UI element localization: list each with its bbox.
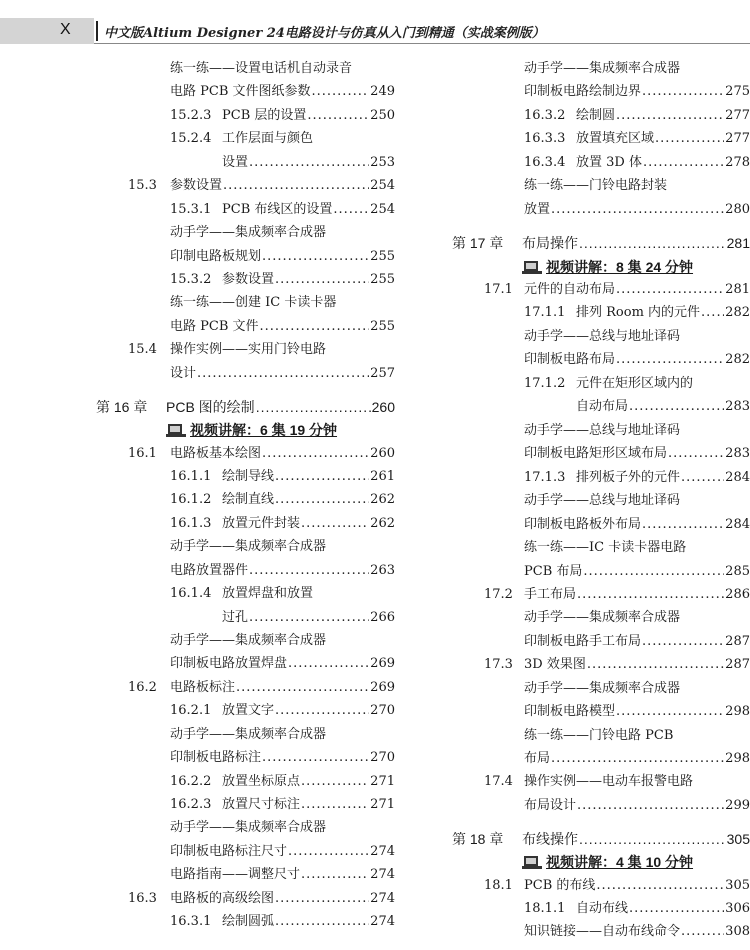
- toc-entry-title: 布局设计: [524, 798, 577, 813]
- section-number: 15.3.1: [170, 202, 212, 217]
- toc-entry: [0, 467, 750, 489]
- toc-link[interactable]: [524, 349, 750, 371]
- toc-link[interactable]: [522, 828, 750, 850]
- toc-entry-title: 印制板电路模型: [524, 704, 616, 719]
- toc-page-number: 254: [370, 178, 395, 193]
- toc-page-number: 254: [370, 202, 395, 217]
- toc-page-number: 287: [725, 657, 750, 672]
- toc-entry: [0, 725, 750, 747]
- toc-entry-title: 放置填充区域: [576, 131, 655, 146]
- video-lecture-text: 视频讲解：4 集 10 分钟: [546, 854, 694, 870]
- toc-entry: [0, 349, 750, 371]
- toc-entry-title: 动手学——集成频率合成器: [524, 610, 681, 625]
- toc-page-number: 284: [725, 470, 750, 485]
- section-number: 15.2.3: [170, 108, 212, 123]
- toc-page-number: 263: [370, 563, 395, 578]
- toc-entry-title: 动手学——总线与地址译码: [524, 329, 681, 344]
- chapter-number: 第 16 章: [96, 399, 148, 415]
- toc-entry: [0, 607, 750, 629]
- section-number: 16.1.4: [170, 586, 212, 601]
- toc-page-number: 298: [725, 751, 750, 766]
- toc-entry: [0, 631, 750, 653]
- toc-entry: [0, 105, 750, 127]
- toc-entry-title: 电路板的高级绘图: [170, 891, 275, 906]
- toc-entry-title: 印制板电路标注尺寸: [170, 844, 288, 859]
- toc-entry-title: 电路指南——调整尺寸: [170, 867, 301, 882]
- section-number: 18.1.1: [524, 901, 566, 916]
- section-number: 16.2.2: [170, 774, 212, 789]
- toc-entry-title: 印制板电路绘制边界: [524, 84, 642, 99]
- dot-leader: [596, 875, 724, 897]
- toc-entry-title: 参数设置: [222, 272, 275, 287]
- toc-page-number: 306: [725, 901, 750, 916]
- toc-entry-title: 布局操作: [522, 235, 578, 251]
- toc-page-number: 281: [725, 282, 750, 297]
- chapter-number: 第 17 章: [452, 235, 504, 251]
- toc-entry-title: PCB 的布线: [524, 878, 596, 893]
- toc-entry: [0, 795, 750, 817]
- section-number: 16.1.2: [170, 492, 212, 507]
- video-icon-base: [522, 271, 542, 274]
- toc-page-number: 280: [725, 202, 750, 217]
- video-icon-screen: [524, 261, 538, 271]
- section-number: 17.2: [484, 587, 513, 602]
- toc-link[interactable]: [576, 105, 750, 127]
- toc-entry-title: 布局: [524, 751, 551, 766]
- toc-page-number: 274: [370, 914, 395, 929]
- toc-entry-title: 动手学——集成频率合成器: [170, 727, 327, 742]
- dot-leader: [681, 921, 724, 943]
- toc-link[interactable]: [524, 58, 680, 80]
- toc-entry-title: 绘制圆: [576, 108, 616, 123]
- dot-leader: [642, 514, 724, 536]
- toc-page-number: 308: [725, 924, 750, 939]
- section-number: 17.1: [484, 282, 513, 297]
- toc-page-number: 250: [370, 108, 395, 123]
- toc-entry: [0, 302, 750, 324]
- toc-entry-title: 印制板电路板外布局: [524, 517, 642, 532]
- dot-leader: [681, 467, 724, 489]
- toc-entry: [0, 748, 750, 770]
- toc-link[interactable]: [524, 875, 750, 897]
- video-icon-screen: [524, 856, 538, 866]
- dot-leader: [551, 199, 724, 221]
- toc-link[interactable]: [522, 232, 750, 254]
- toc-entry-title: 电路 PCB 文件图纸参数: [170, 84, 311, 99]
- toc-link[interactable]: [524, 279, 750, 301]
- toc-page-number: 274: [370, 844, 395, 859]
- toc-page-number: 269: [370, 680, 395, 695]
- dot-leader: [583, 561, 724, 583]
- dot-leader: [655, 128, 724, 150]
- toc-entry-title: 绘制直线: [222, 492, 275, 507]
- toc-entry-title: 动手学——集成频率合成器: [170, 633, 327, 648]
- toc-entry-title: 布线操作: [522, 831, 578, 847]
- dot-leader: [579, 828, 726, 850]
- section-number: 18.1: [484, 878, 513, 893]
- section-number: 16.3.4: [524, 155, 566, 170]
- toc-page-number: 281: [726, 235, 750, 251]
- toc-page-number: 299: [725, 798, 750, 813]
- toc-entry-title: PCB 布线区的设置: [222, 202, 333, 217]
- toc-entry: [0, 373, 750, 395]
- section-number: 17.1.1: [524, 305, 566, 320]
- toc-entry-title: 印制板电路手工布局: [524, 634, 642, 649]
- toc-entry-title: 元件在矩形区域内的: [576, 376, 694, 391]
- toc-link[interactable]: [524, 631, 750, 653]
- section-number: 15.4: [128, 342, 157, 357]
- toc-link[interactable]: [524, 561, 750, 583]
- toc-entry-title: 3D 效果图: [524, 657, 586, 672]
- toc-entry-title: 练一练——创建 IC 卡读卡器: [170, 295, 337, 310]
- toc-entry-title: 印制板电路标注: [170, 750, 262, 765]
- toc-entry: [0, 420, 750, 442]
- toc-entry-title: 放置 3D 体: [576, 155, 642, 170]
- dot-leader: [616, 279, 724, 301]
- section-number: 16.2.3: [170, 797, 212, 812]
- toc-page-number: 278: [725, 155, 750, 170]
- toc-entry-title: 印制板电路放置焊盘: [170, 656, 288, 671]
- toc-entry: [0, 678, 750, 700]
- toc-link[interactable]: [524, 678, 680, 700]
- toc-entry-title: 排列 Room 内的元件: [576, 305, 701, 320]
- toc-entry-title: 练一练——IC 卡读卡器电路: [524, 540, 687, 555]
- toc-entry: [0, 396, 750, 418]
- toc-entry: [0, 514, 750, 536]
- dot-leader: [629, 396, 724, 418]
- toc-page-number: 271: [370, 797, 395, 812]
- toc-page-number: 286: [725, 587, 750, 602]
- toc-entry-title: 设置: [222, 155, 249, 170]
- page-header: [0, 18, 750, 44]
- toc-entry-title: PCB 层的设置: [222, 108, 307, 123]
- toc-entry-title: 设计: [170, 366, 197, 381]
- toc-page-number: 274: [370, 867, 395, 882]
- toc-link[interactable]: [576, 373, 693, 395]
- toc-link[interactable]: [524, 921, 750, 943]
- toc-page-number: 298: [725, 704, 750, 719]
- dot-leader: [616, 349, 724, 371]
- section-number: 15.3.2: [170, 272, 212, 287]
- toc-entry-title: 动手学——集成频率合成器: [170, 539, 327, 554]
- toc-link[interactable]: [576, 898, 750, 920]
- video-icon-base: [522, 866, 542, 869]
- toc-chapter-row: [0, 232, 750, 254]
- toc-entry: [0, 771, 750, 793]
- toc-link[interactable]: [524, 490, 680, 512]
- toc-link[interactable]: [524, 326, 680, 348]
- toc-link[interactable]: [524, 748, 750, 770]
- dot-leader: [668, 443, 724, 465]
- toc-page-number: 275: [725, 84, 750, 99]
- dot-leader: [629, 898, 724, 920]
- toc-entry-title: 操作实例——电动车报警电路: [524, 774, 694, 789]
- toc-entry: [0, 490, 750, 512]
- section-number: 15.3: [128, 178, 157, 193]
- toc-entry-title: 电路放置器件: [170, 563, 249, 578]
- toc-entry-title: 参数设置: [170, 178, 223, 193]
- toc-entry-title: 印制板电路矩形区域布局: [524, 446, 668, 461]
- toc-link[interactable]: [524, 514, 750, 536]
- toc-entry-title: 放置元件封装: [222, 516, 301, 531]
- section-number: 17.1.2: [524, 376, 566, 391]
- toc-entry-title: 绘制圆弧: [222, 914, 275, 929]
- section-number: 16.1.3: [170, 516, 212, 531]
- dot-leader: [579, 232, 726, 254]
- toc-entry-title: 工作层面与颜色: [222, 131, 314, 146]
- section-number: 16.2.1: [170, 703, 212, 718]
- toc-page-number: 277: [725, 108, 750, 123]
- toc-entry: [0, 701, 750, 723]
- toc-page-number: 255: [370, 272, 395, 287]
- toc-chapter-row: [0, 828, 750, 850]
- toc-entry-title: 放置文字: [222, 703, 275, 718]
- toc-link[interactable]: [524, 175, 667, 197]
- dot-leader: [642, 81, 724, 103]
- toc-page-number: 253: [370, 155, 395, 170]
- toc-page-number: 285: [725, 564, 750, 579]
- section-number: 15.2.4: [170, 131, 212, 146]
- toc-entry: [0, 921, 750, 943]
- toc-page-number: 283: [725, 399, 750, 414]
- toc-entry-title: 手工布局: [524, 587, 577, 602]
- section-number: 16.3.2: [524, 108, 566, 123]
- toc-page-number: 260: [371, 399, 395, 415]
- toc-link[interactable]: [576, 396, 750, 418]
- toc-entry-title: 练一练——设置电话机自动录音: [170, 61, 353, 76]
- toc-page-number: 305: [725, 878, 750, 893]
- toc-page-number: 266: [370, 610, 395, 625]
- toc-page-number: 274: [370, 891, 395, 906]
- chapter-number: 第 18 章: [452, 831, 504, 847]
- toc-link[interactable]: [524, 420, 680, 442]
- toc-page-number: 271: [370, 774, 395, 789]
- toc-entry-title: 印制电路板规划: [170, 249, 262, 264]
- toc-link[interactable]: [524, 584, 750, 606]
- toc-entry-title: 电路 PCB 文件: [170, 319, 259, 334]
- section-number: 16.3: [128, 891, 157, 906]
- toc-page-number: 284: [725, 517, 750, 532]
- section-number: 16.2: [128, 680, 157, 695]
- toc-entry: [0, 279, 750, 301]
- toc-entry: [0, 443, 750, 465]
- toc-entry: [0, 81, 750, 103]
- toc-entry-title: 放置尺寸标注: [222, 797, 301, 812]
- toc-entry-title: 知识链接——自动布线命令: [524, 924, 681, 939]
- header-divider: [96, 21, 98, 41]
- video-lecture-text: 视频讲解：6 集 19 分钟: [190, 422, 338, 438]
- toc-page-number: 257: [370, 366, 395, 381]
- dot-leader: [701, 302, 724, 324]
- toc-entry-title: 练一练——门铃电路 PCB: [524, 728, 674, 743]
- dot-leader: [577, 584, 724, 606]
- toc-page-number: 255: [370, 249, 395, 264]
- toc-link[interactable]: [524, 771, 693, 793]
- toc-link[interactable]: [524, 81, 750, 103]
- toc-link[interactable]: [576, 128, 750, 150]
- toc-entry: [0, 175, 750, 197]
- toc-page-number: 282: [725, 352, 750, 367]
- toc-entry-title: 放置坐标原点: [222, 774, 301, 789]
- toc-entry: [0, 152, 750, 174]
- toc-link[interactable]: [524, 795, 750, 817]
- toc-entry-title: 印制板电路布局: [524, 352, 616, 367]
- dot-leader: [551, 748, 724, 770]
- toc-entry: [0, 654, 750, 676]
- toc-entry-title: 动手学——集成频率合成器: [170, 225, 327, 240]
- section-number: 17.1.3: [524, 470, 566, 485]
- header-bar: [0, 18, 94, 44]
- toc-page-number: 249: [370, 84, 395, 99]
- toc-page-number: 269: [370, 656, 395, 671]
- toc-entry-title: 自动布线: [576, 901, 629, 916]
- toc-page-number: 282: [725, 305, 750, 320]
- section-number: 17.3: [484, 657, 513, 672]
- toc-page-number: 261: [370, 469, 395, 484]
- toc-page-number: 305: [726, 831, 750, 847]
- toc-entry-title: 电路板基本绘图: [170, 446, 262, 461]
- video-lecture-label[interactable]: [522, 851, 693, 873]
- toc-page-number: 270: [370, 750, 395, 765]
- toc-entry: [0, 561, 750, 583]
- section-number: 16.3.3: [524, 131, 566, 146]
- dot-leader: [616, 105, 724, 127]
- toc-entry-title: 元件的自动布局: [524, 282, 616, 297]
- toc-link[interactable]: [524, 443, 750, 465]
- toc-entry-title: 动手学——总线与地址译码: [524, 423, 681, 438]
- video-lecture-text: 视频讲解：8 集 24 分钟: [546, 259, 694, 275]
- toc-entry: [0, 584, 750, 606]
- toc-page-number: 255: [370, 319, 395, 334]
- toc-entry-title: 放置: [524, 202, 551, 217]
- toc-page-number: 277: [725, 131, 750, 146]
- toc-entry: [0, 128, 750, 150]
- toc-entry-title: 动手学——集成频率合成器: [524, 681, 681, 696]
- section-number: 16.1.1: [170, 469, 212, 484]
- toc-entry-title: 过孔: [222, 610, 249, 625]
- toc-entry-title: 排列板子外的元件: [576, 470, 681, 485]
- toc-link[interactable]: [524, 199, 750, 221]
- toc-page-number: 287: [725, 634, 750, 649]
- toc-entry: [0, 537, 750, 559]
- book-title: 中文版Altium Designer 24电路设计与仿真从入门到精通（实战案例版）: [104, 26, 545, 41]
- toc-entry: [0, 58, 750, 80]
- toc-entry-title: PCB 图的绘制: [166, 399, 255, 415]
- toc-page-number: 260: [370, 446, 395, 461]
- toc-link[interactable]: [524, 725, 673, 747]
- toc-entry-title: 动手学——集成频率合成器: [524, 61, 681, 76]
- toc-link[interactable]: [576, 467, 750, 489]
- toc-link[interactable]: [524, 537, 686, 559]
- toc-entry-title: 放置焊盘和放置: [222, 586, 314, 601]
- toc-link[interactable]: [524, 607, 680, 629]
- dot-leader: [642, 631, 724, 653]
- toc-entry-title: 操作实例——实用门铃电路: [170, 342, 327, 357]
- toc-page-number: 283: [725, 446, 750, 461]
- toc-entry-title: 动手学——集成频率合成器: [170, 820, 327, 835]
- toc-page-number: 270: [370, 703, 395, 718]
- section-number: 17.4: [484, 774, 513, 789]
- toc-entry: [0, 898, 750, 920]
- toc-page-number: 262: [370, 492, 395, 507]
- dot-leader: [616, 701, 724, 723]
- toc-entry: [0, 875, 750, 897]
- toc-entry-title: 动手学——总线与地址译码: [524, 493, 681, 508]
- toc-entry: [0, 199, 750, 221]
- toc-entry-title: 练一练——门铃电路封装: [524, 178, 668, 193]
- section-number: 16.3.1: [170, 914, 212, 929]
- toc-link[interactable]: [524, 654, 750, 676]
- dot-leader: [643, 152, 724, 174]
- toc-entry-title: 自动布局: [576, 399, 629, 414]
- video-lecture-label[interactable]: [522, 256, 693, 278]
- video-lecture-row: [0, 851, 750, 873]
- toc-entry-title: 电路板标注: [170, 680, 236, 695]
- video-lecture-row: [0, 256, 750, 278]
- dot-leader: [577, 795, 724, 817]
- toc-link[interactable]: [576, 302, 750, 324]
- toc-entry: [0, 326, 750, 348]
- section-number: 16.1: [128, 446, 157, 461]
- video-camera-icon: [522, 855, 542, 869]
- toc-link[interactable]: [524, 701, 750, 723]
- page-number-roman: X: [60, 21, 71, 38]
- toc-page-number: 262: [370, 516, 395, 531]
- dot-leader: [587, 654, 724, 676]
- toc-entry-title: PCB 布局: [524, 564, 583, 579]
- header-rule: [94, 43, 750, 44]
- toc-link[interactable]: [576, 152, 750, 174]
- video-camera-icon: [522, 260, 542, 274]
- toc-entry-title: 绘制导线: [222, 469, 275, 484]
